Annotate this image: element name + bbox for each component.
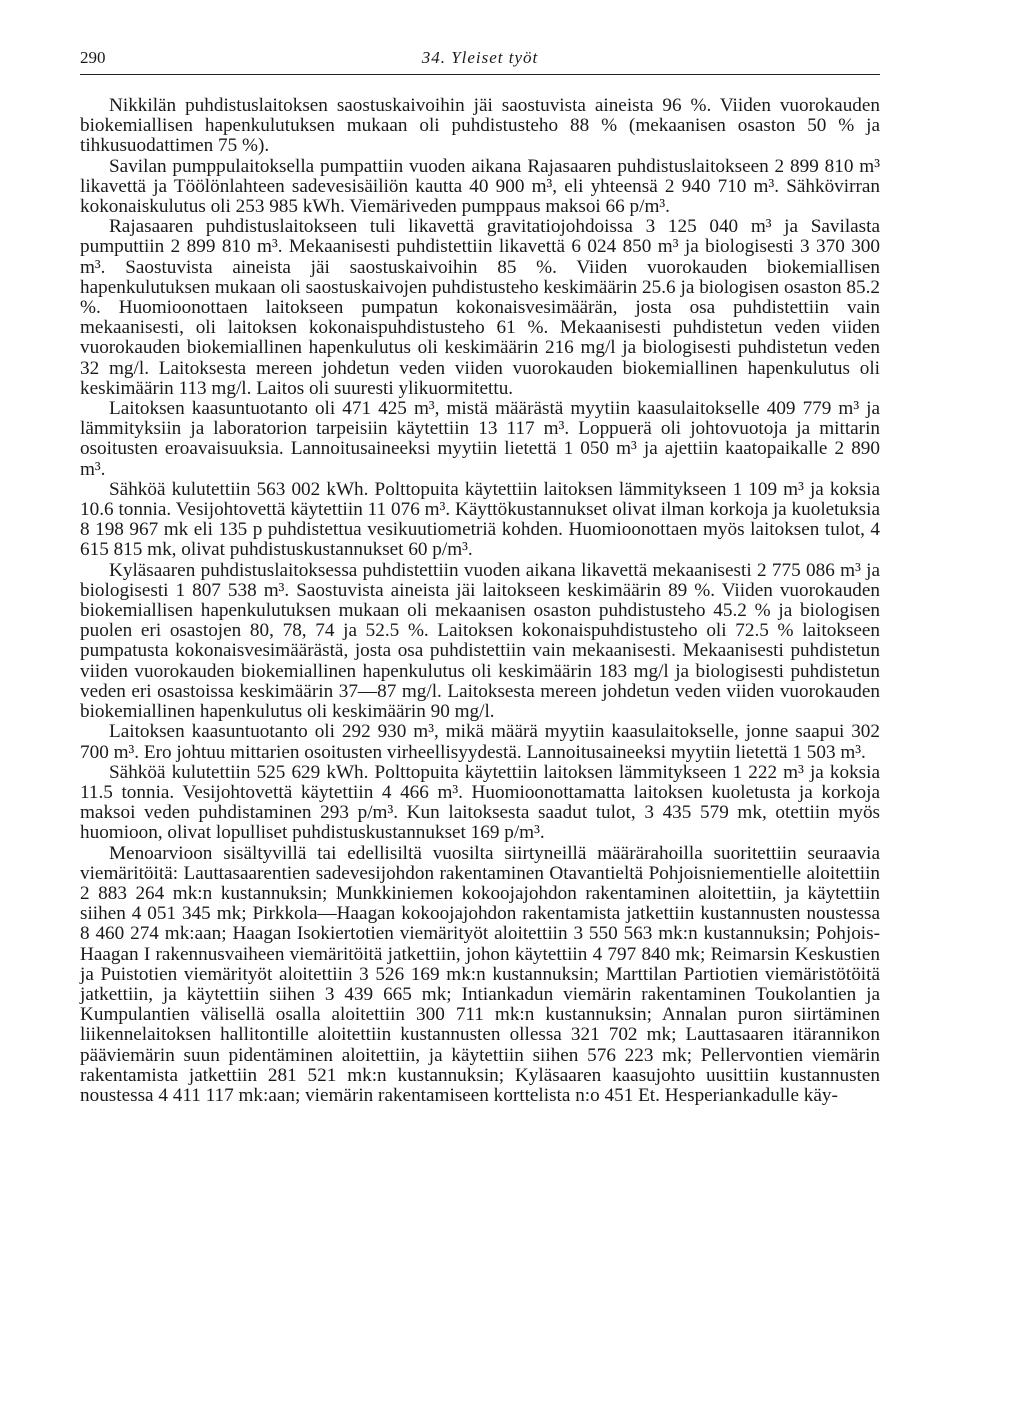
- paragraph: Rajasaaren puhdistuslaitokseen tuli likavettä gravitatiojohdoissa 3 125 040 m³ ja Savilasta pumputtiin 2 899 810 m³. Mekaanisesti puhdistettiin likavettä 6 024 850 m³ ja biologisesti 3 370 300 m³. Saostuvista aineista jäi saostuskaivoihin 85 %. Viiden vuorokauden biokemiallisen hapenkulutuksen mukaan oli saostuskaivojen puhdistusteho keskimäärin 25.6 ja biologisen osaston 85.2 %. Huomioonottaen laitokseen pumpatun kokonaisvesimäärän, josta osa puhdistettiin vain mekaanisesti, oli laitoksen kokonaispuhdistusteho 61 %. Mekaanisesti puhdistetun veden viiden vuorokauden biokemiallinen hapenkulutus oli keskimäärin 216 mg/l ja biologisesti puhdistetun veden 32 mg/l. Laitoksesta mereen johdetun veden viiden vuorokauden biokemiallinen hapenkulutus oli keskimäärin 113 mg/l. Laitos oli suuresti ylikuormitettu.: [80, 216, 880, 399]
- paragraph: Sähköä kulutettiin 563 002 kWh. Polttopuita käytettiin laitoksen lämmitykseen 1 109 m³ ja koksia 10.6 tonnia. Vesijohtovettä käytettiin 11 076 m³. Käyttökustannukset olivat ilman korkoja ja kuoletuksia 8 198 967 mk eli 135 p puhdistettua vesikuutiometriä kohden. Huomioonottaen myös laitoksen tulot, 4 615 815 mk, olivat puhdistuskustannukset 60 p/m³.: [80, 478, 880, 561]
- paragraph: Kyläsaaren puhdistuslaitoksessa puhdistettiin vuoden aikana likavettä mekaanisesti 2 775 086 m³ ja biologisesti 1 807 538 m³. Saostuvista aineista jäi laitokseen keskimäärin 89 %. Viiden vuorokauden biokemiallisen hapenkulutuksen mukaan oli mekaanisen osaston puhdistusteho 45.2 % ja biologisen puolen eri osastojen 80, 78, 74 ja 52.5 %. Laitoksen kokonaispuhdistusteho oli 72.5 % laitokseen pumpatusta kokonaisvesimäärästä, josta osa puhdistettiin vain mekaanisesti. Mekaanisesti puhdistetun viiden vuorokauden biokemiallinen hapenkulutus oli keskimäärin 183 mg/l ja biologisesti puhdistetun veden eri osastoissa keskimäärin 37—87 mg/l. Laitoksesta mereen johdetun veden viiden vuorokauden biokemiallinen hapenkulutus oli keskimäärin 90 mg/l.: [80, 559, 880, 723]
- paragraph: Nikkilän puhdistuslaitoksen saostuskaivoihin jäi saostuvista aineista 96 %. Viiden vuorokauden biokemiallisen hapenkulutuksen mukaan oli puhdistusteho 88 % (mekaanisen osaston 50 % ja tihkusuodattimen 75 %).: [80, 95, 880, 157]
- paragraph: Savilan pumppulaitoksella pumpattiin vuoden aikana Rajasaaren puhdistuslaitokseen 2 899 810 m³ likavettä ja Töölönlahteen sadevesisäiliön kautta 40 900 m³, eli yhteensä 2 940 710 m³. Sähkövirran kokonaiskulutus oli 253 985 kWh. Viemäriveden pumppaus maksoi 66 p/m³.: [80, 155, 880, 218]
- paragraph: Laitoksen kaasuntuotanto oli 471 425 m³, mistä määrästä myytiin kaasulaitokselle 409 779 m³ ja lämmityksiin ja laboratorion tarpeisiin käytettiin 13 117 m³. Loppuerä oli johtovuotoja ja mittarin osoitusten eroavaisuuksia. Lannoitusaineeksi myytiin lietettä 1 050 m³ ja ajettiin kaatopaikalle 2 890 m³.: [80, 398, 880, 480]
- page-header: [80, 44, 880, 75]
- running-head: 34. Yleiset työt: [421, 48, 539, 67]
- paragraph: Laitoksen kaasuntuotanto oli 292 930 m³, mikä määrä myytiin kaasulaitokselle, jonne saapui 302 700 m³. Ero johtuu mittarien osoitusten virheellisyydestä. Lannoitusaineeksi myytiin lietettä 1 503 m³.: [80, 721, 880, 763]
- paragraph: Menoarvioon sisältyvillä tai edellisiltä vuosilta siirtyneillä määrärahoilla suoritettiin seuraavia viemäritöitä: Lauttasaarentien sadevesijohdon rakentaminen Otavantieltä Pohjoisniementielle aloitettiin 2 883 264 mk:n kustannuksin; Munkkiniemen kokoojajohdon rakentaminen aloitettiin, ja käytettiin siihen 4 051 345 mk; Pirkkola—Haagan kokoojajohdon rakentamista jatkettiin kustannusten noustessa 8 460 274 mk:aan; Haagan Isokiertotien viemärityöt aloitettiin 3 550 563 mk:n kustannuksin; Pohjois-Haagan I rakennusvaiheen viemäritöitä jatkettiin, johon käytettiin 4 797 840 mk; Reimarsin Keskustien ja Puistotien viemärityöt aloitettiin 3 526 169 mk:n kustannuksin; Marttilan Partiotien viemäristötöitä jatkettiin, ja käytettiin siihen 3 439 665 mk; Intiankadun viemärin rakentaminen Toukolantien ja Kumpulantien välisellä osalla aloitettiin 300 711 mk:n kustannuksin; Annalan puron siirtäminen liikennelaitoksen hallitontille aloitettiin kustannusten ollessa 321 702 mk; Lauttasaaren itärannikon pääviemärin suun pidentäminen aloitettiin, ja käytettiin siihen 576 223 mk; Pellervontien viemärin rakentamista jatkettiin 281 521 mk:n kustannuksin; Kyläsaaren kaasujohto uusittiin kustannusten noustessa 4 411 117 mk:aan; viemärin rakentamiseen korttelista n:o 451 Et. Hesperiankadulle käy-: [80, 842, 880, 1106]
- page-number: 290: [80, 48, 106, 67]
- paragraph: Sähköä kulutettiin 525 629 kWh. Polttopuita käytettiin laitoksen lämmitykseen 1 222 m³ ja koksia 11.5 tonnia. Vesijohtovettä käytettiin 4 466 m³. Huomioonottamatta laitoksen kuoletusta ja korkoja maksoi veden puhdistaminen 293 p/m³. Kun laitoksesta saadut tulot, 3 435 579 mk, otettiin myös huomioon, olivat lopulliset puhdistuskustannukset 169 p/m³.: [80, 761, 880, 844]
- body-text: [80, 96, 880, 1106]
